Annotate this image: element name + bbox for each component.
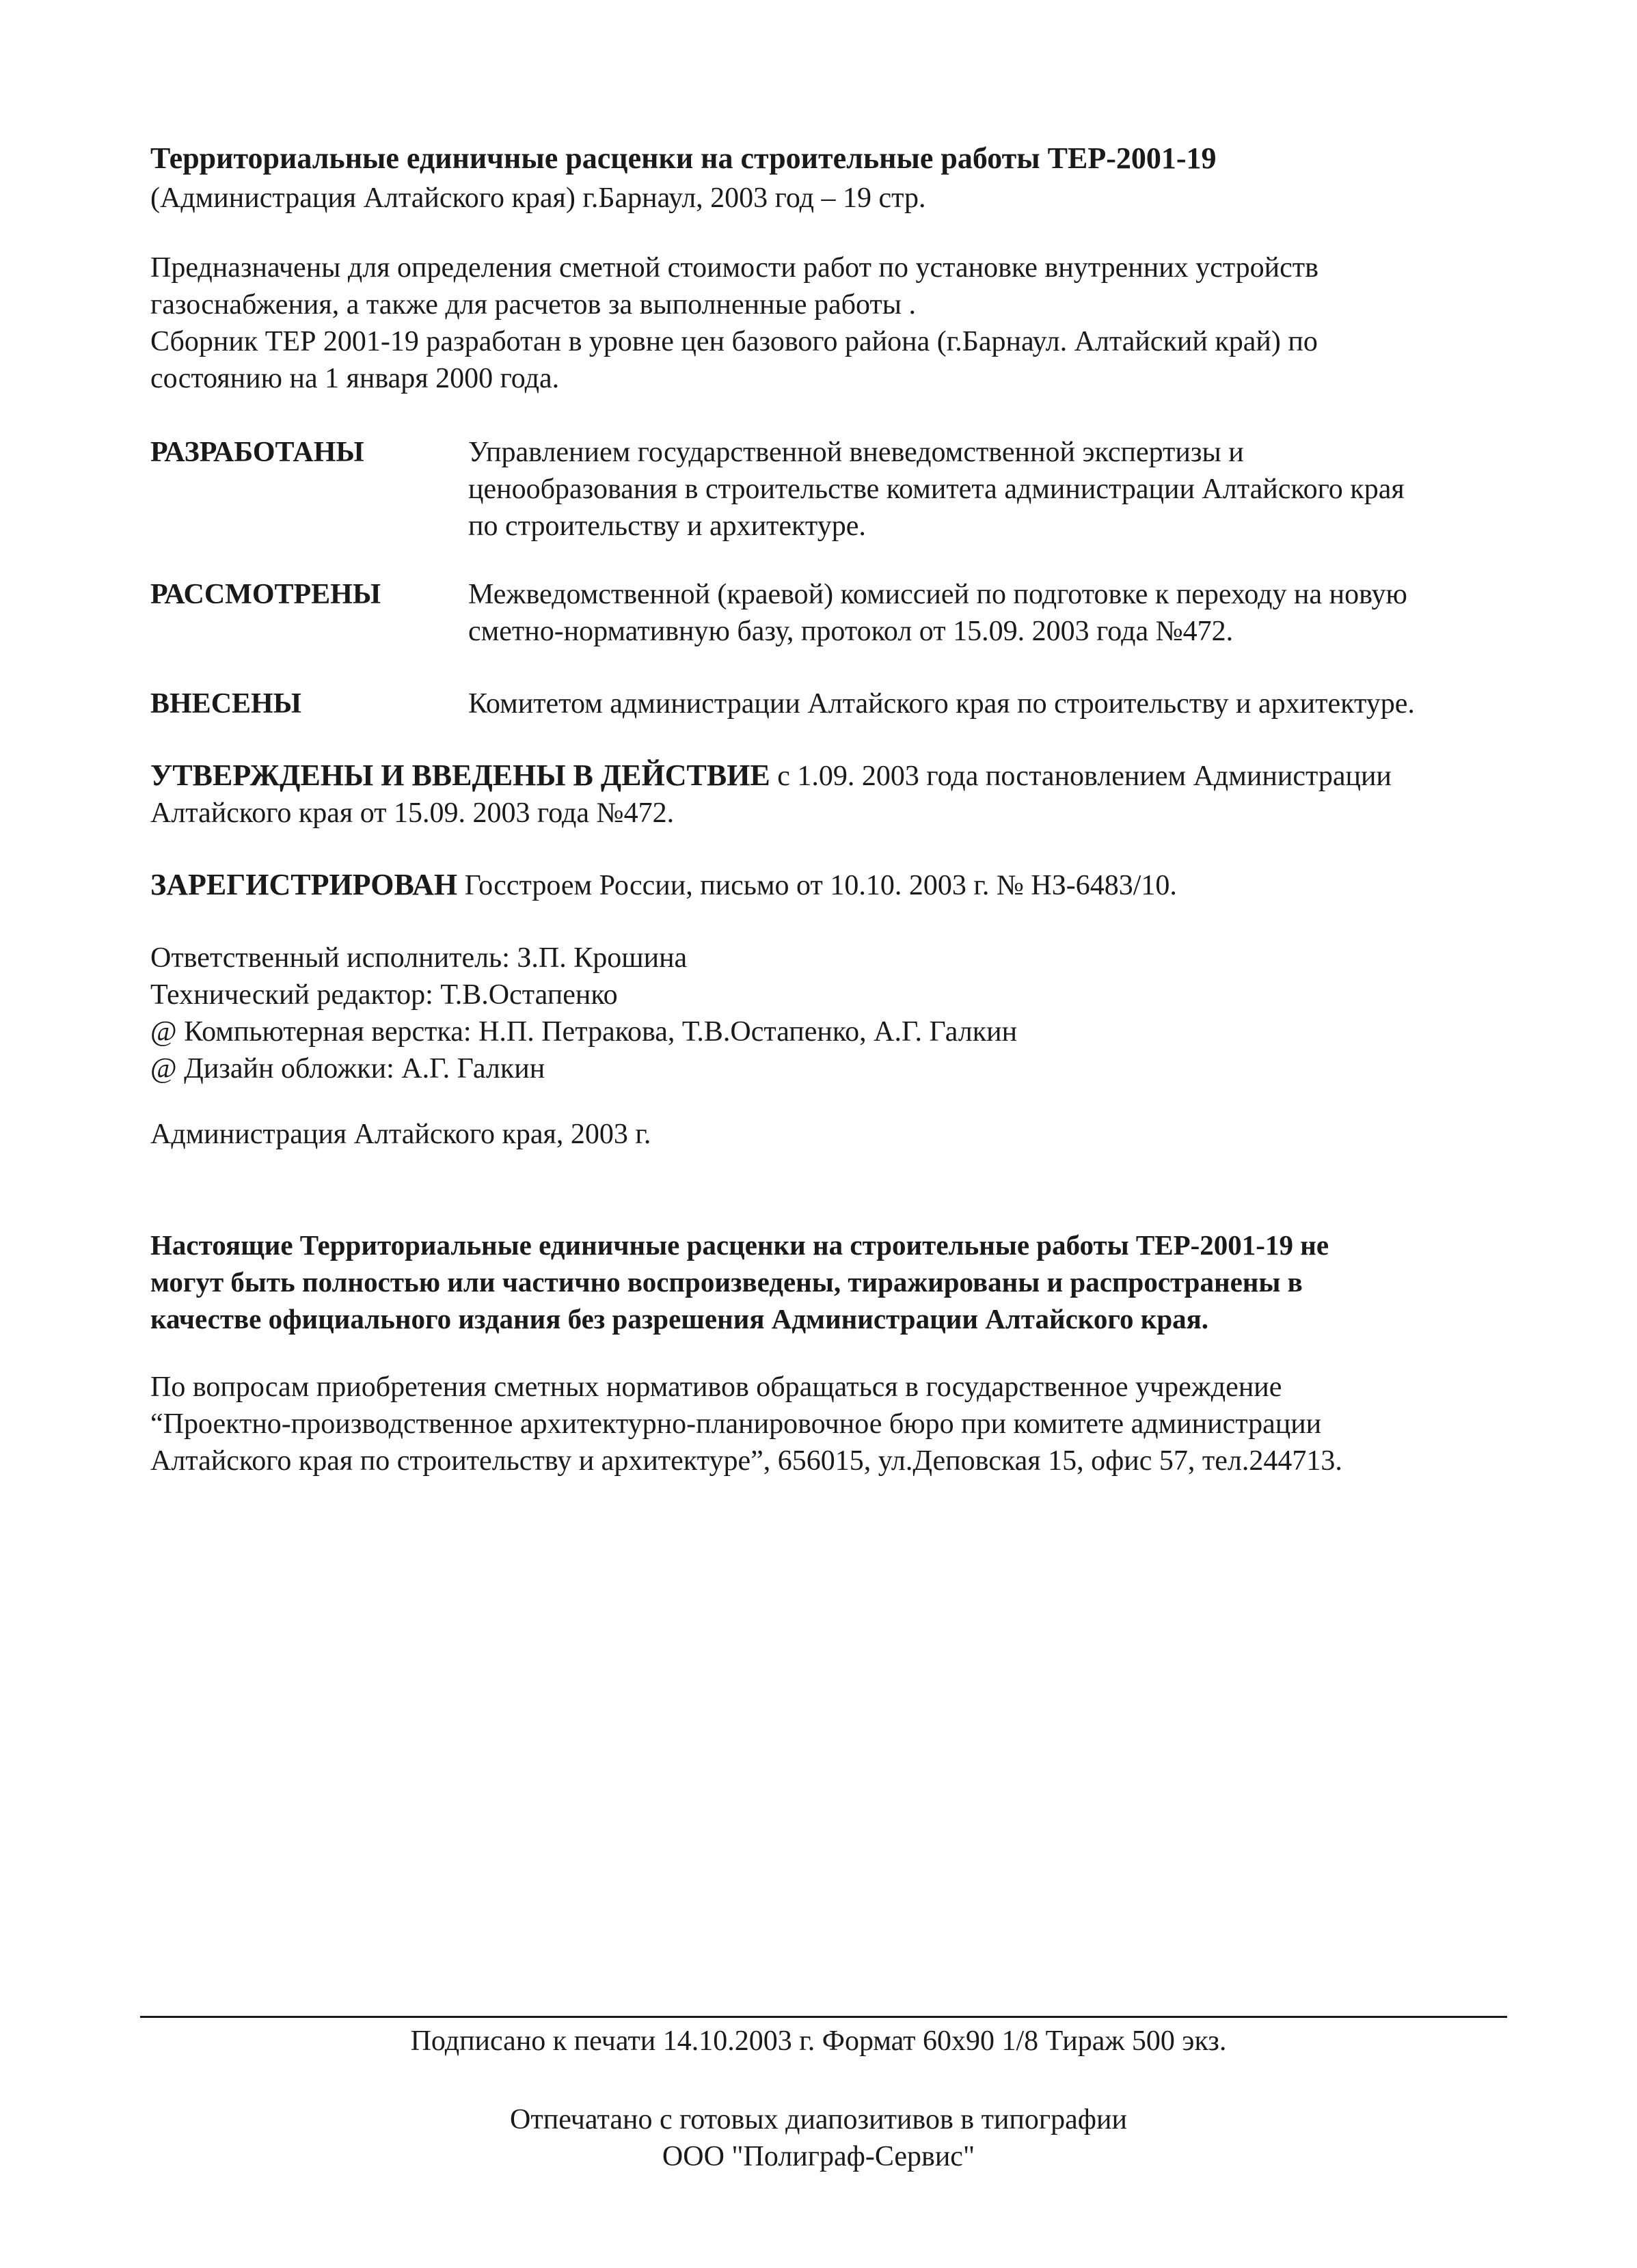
introduced-label: ВНЕСЕНЫ (150, 688, 301, 720)
developed-label: РАЗРАБОТАНЫ (150, 437, 364, 468)
registered-line (150, 866, 1517, 904)
approved-line-2: Алтайского края от 15.09. 2003 года №472. (150, 797, 675, 829)
notice-line-3: качестве официального издания без разрешения Администрации Алтайского края. (150, 1303, 1209, 1335)
reviewed-line-1: Межведомственной (краевой) комиссией по подготовке к переходу на новую (468, 579, 1407, 610)
purpose-paragraph (150, 249, 1517, 323)
price-level-line-2: состоянию на 1 января 2000 года. (150, 363, 560, 394)
imprint-signed: Подписано к печати 14.10.2003 г. Формат 60х90 1/8 Тираж 500 экз. (410, 2025, 1227, 2057)
contact-line-1: По вопросам приобретения сметных нормативов обращаться в государственное учреждение (150, 1371, 1282, 1403)
contact-line-2: “Проектно-производственное архитектурно-планировочное бюро при комитете администрации (150, 1408, 1322, 1440)
developed-line-1: Управлением государственной вневедомственной экспертизы и (468, 437, 1244, 468)
reviewed-text (468, 576, 1521, 650)
purpose-line-2: газоснабжения, а также для расчетов за выполненные работы . (150, 289, 916, 320)
approved-line-1 (150, 757, 1517, 795)
approved-text-1: с 1.09. 2003 года постановлением Администрации (770, 761, 1392, 792)
copyright-line: Администрация Алтайского края, 2003 г. (150, 1119, 651, 1150)
introduced-line: Комитетом администрации Алтайского края по строительству и архитектуре. (468, 688, 1415, 720)
imprint-divider (140, 2016, 1507, 2018)
developed-line-2: ценообразования в строительстве комитета администрации Алтайского края (468, 474, 1405, 505)
credit-layout: @ Компьютерная верстка: Н.П. Петракова, Т.В.Остапенко, А.Г. Галкин (150, 1016, 1018, 1048)
approved-label: УТВЕРЖДЕНЫ И ВВЕДЕНЫ В ДЕЙСТВИЕ (150, 759, 770, 792)
imprint-printed-line-2: ООО "Полиграф-Сервис" (662, 2141, 975, 2172)
imprint-printed-line-1: Отпечатано с готовых диапозитивов в типографии (510, 2104, 1127, 2135)
registered-label: ЗАРЕГИСТРИРОВАН (150, 868, 458, 901)
credits-block (150, 940, 1517, 1087)
price-level-paragraph (150, 323, 1517, 397)
registered-paragraph (150, 866, 1517, 904)
document-title: Территориальные единичные расценки на строительные работы ТЕР-2001-19 (150, 141, 1217, 175)
credit-tech-editor: Технический редактор: Т.В.Остапенко (150, 979, 618, 1011)
registered-text: Госстроем России, письмо от 10.10. 2003 г. № НЗ-6483/10. (457, 870, 1177, 901)
contact-line-3: Алтайского края по строительству и архитектуре”, 656015, ул.Деповская 15, офис 57, тел.244713. (150, 1445, 1342, 1477)
reviewed-label: РАССМОТРЕНЫ (150, 579, 381, 610)
credit-responsible: Ответственный исполнитель: З.П. Крошина (150, 942, 688, 974)
developed-line-3: по строительству и архитектуре. (468, 510, 866, 542)
reviewed-line-2: сметно-нормативную базу, протокол от 15.09. 2003 года №472. (468, 616, 1234, 647)
notice-line-2: могут быть полностью или частично воспроизведены, тиражированы и распространены в (150, 1266, 1303, 1298)
developed-text (468, 434, 1521, 545)
price-level-line-1: Сборник ТЕР 2001-19 разработан в уровне цен базового района (г.Барнаул. Алтайский край) по (150, 326, 1318, 357)
purpose-line-1: Предназначены для определения сметной стоимости работ по установке внутренних устройств (150, 252, 1318, 284)
introduced-text (468, 685, 1521, 722)
notice-line-1: Настоящие Территориальные единичные расценки на строительные работы ТЕР-2001-19 не (150, 1229, 1329, 1261)
document-subtitle: (Администрация Алтайского края) г.Барнаул, 2003 год – 19 стр. (150, 182, 926, 214)
contact-paragraph (150, 1369, 1517, 1479)
reproduction-notice (150, 1227, 1517, 1337)
approved-paragraph (150, 757, 1517, 832)
credit-cover-design: @ Дизайн обложки: А.Г. Галкин (150, 1053, 545, 1084)
